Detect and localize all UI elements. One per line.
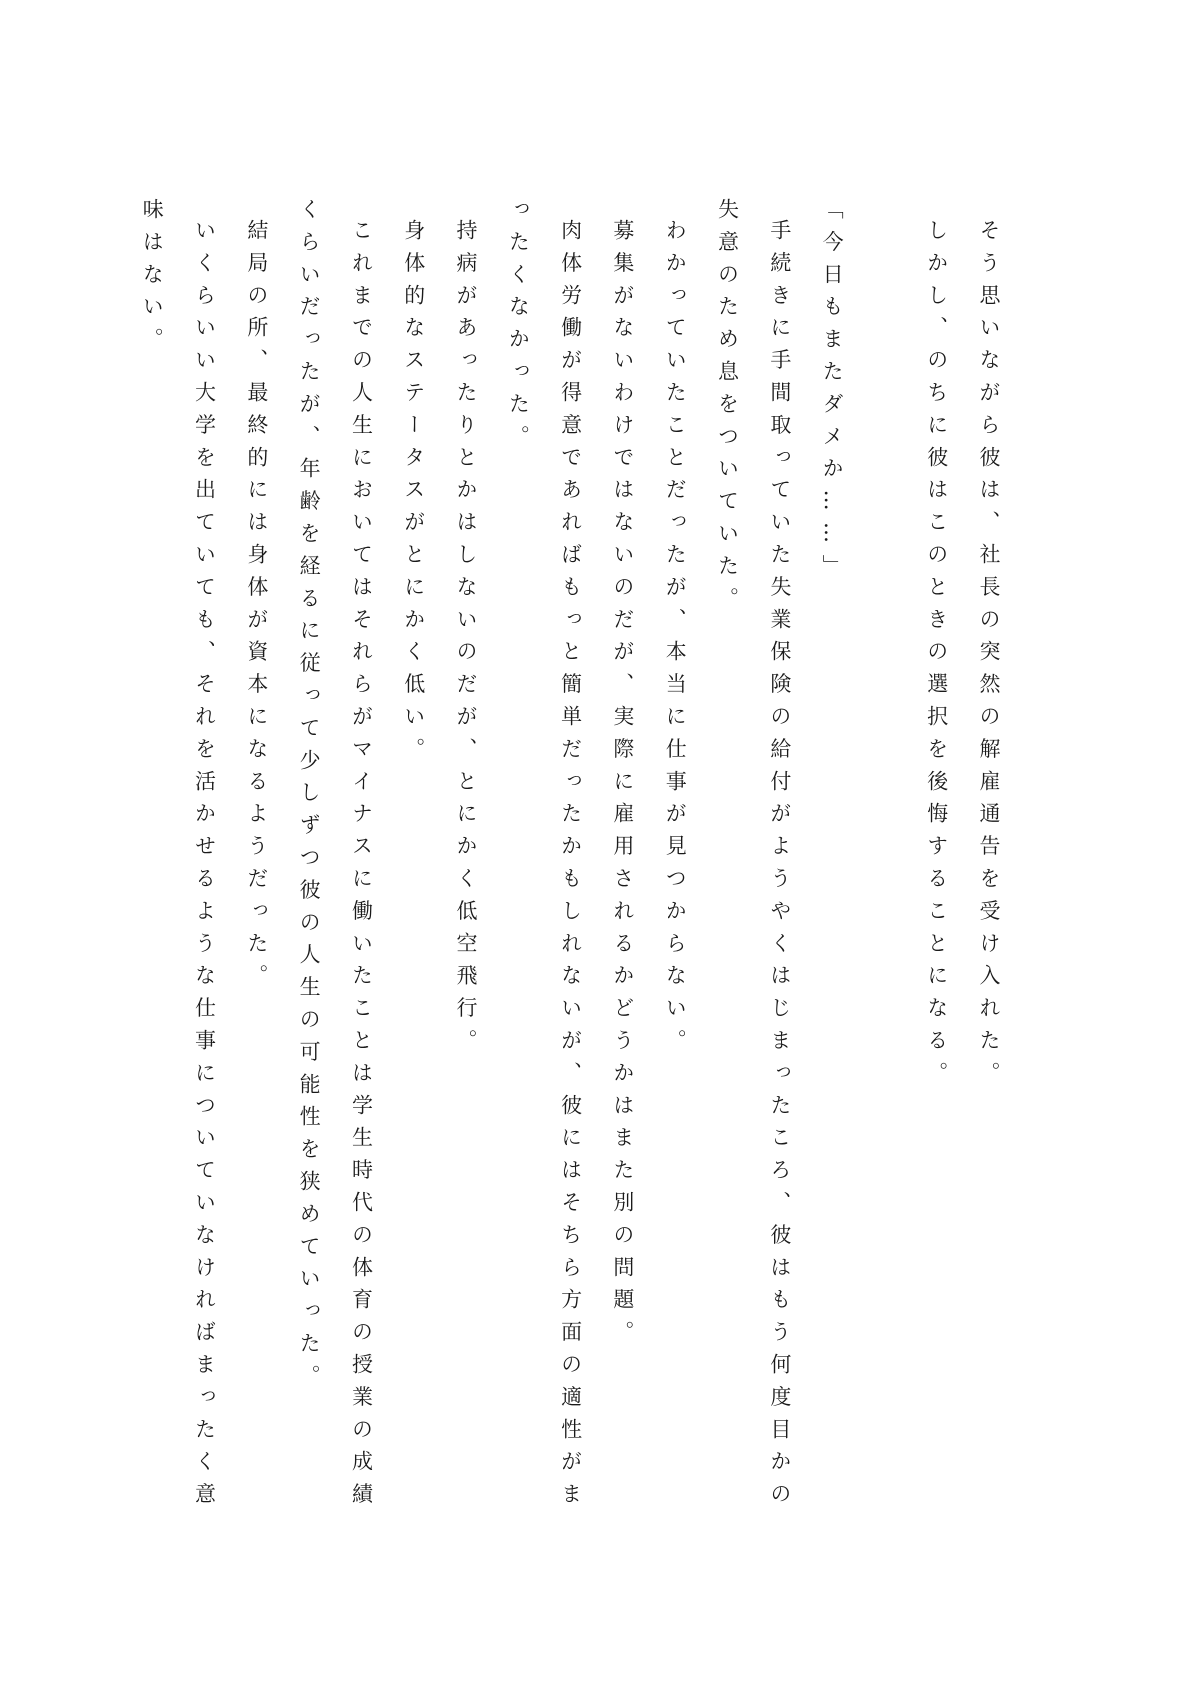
paragraph-1: そう思いながら彼は、社長の突然の解雇通告を受け入れた。	[977, 219, 1001, 1094]
blank-line	[858, 198, 910, 1518]
paragraph-6: わかっていたことだったが、本当に仕事が見つからない。	[663, 219, 688, 1062]
paragraph-5: 手続きに手間取っていた失業保険の給付がようやくはじまったころ、彼はもう何度目かの失意のため息をついていた。	[715, 198, 792, 1515]
paragraph-9: 持病があったりとかはしないのだが、とにかく低空飛行。	[454, 219, 479, 1062]
paragraph-11: これまでの人生においてはそれらがマイナスに働いたことは学生時代の体育の授業の成績くらいだったが、年齢を経るに従って少しずつ彼の人生の可能性を狭めていった。	[297, 198, 374, 1515]
paragraph-8: 肉体労働が得意であればもっと簡単だったかもしれないが、彼にはそちら方面の適性がまったくなかった。	[506, 198, 583, 1515]
dialogue-line: 「今日もまたダメか……」	[820, 198, 845, 587]
vertical-text-body	[126, 198, 1015, 1518]
paragraph-12: 結局の所、最終的には身体が資本になるようだった。	[244, 219, 269, 997]
paragraph-7: 募集がないわけではないのだが、実際に雇用されるかどうかはまた別の問題。	[610, 219, 635, 1353]
paragraph-2: しかし、のちに彼はこのときの選択を後悔することになる。	[924, 219, 949, 1094]
paragraph-10: 身体的なステータスがとにかく低い。	[401, 219, 426, 770]
paragraph-13: いくらいい大学を出ていても、それを活かせるような仕事についていなければまったく意味はない。	[140, 198, 217, 1515]
